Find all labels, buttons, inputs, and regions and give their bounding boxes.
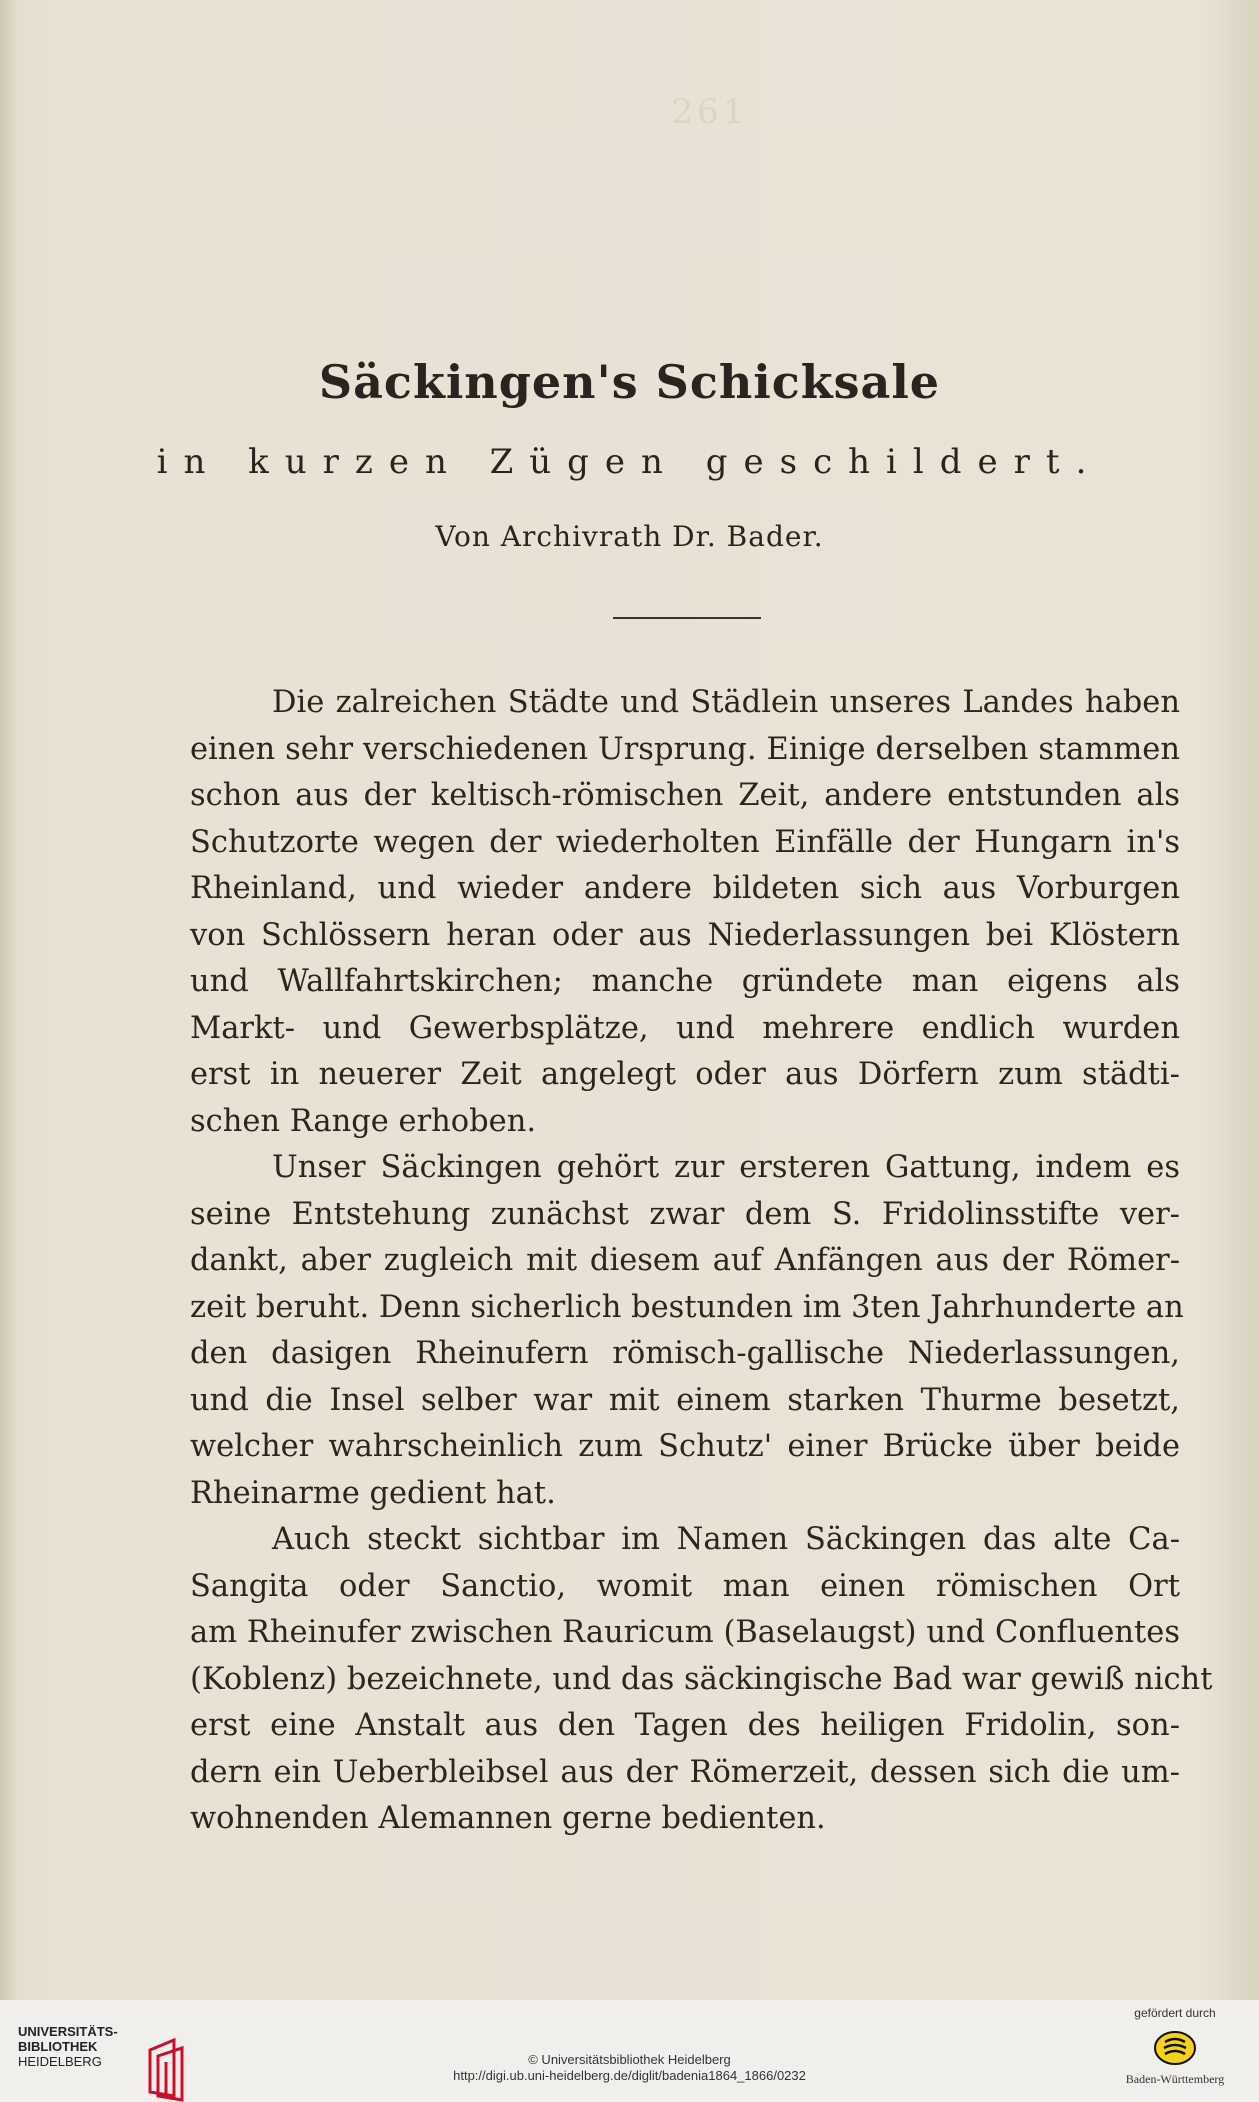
text-line: von Schlössern heran oder aus Niederlassungen bei Klöstern [190, 917, 1180, 953]
text-line: dern ein Ueberbleibsel aus der Römerzeit, dessen sich die um- [190, 1754, 1180, 1790]
permalink[interactable]: http://digi.ub.uni-heidelberg.de/diglit/badenia1864_1866/0232 [453, 2068, 806, 2083]
text-line: einen sehr verschiedenen Ursprung. Einige derselben stammen [190, 731, 1180, 767]
body-text [190, 680, 1213, 1843]
text-line: Die zalreichen Städte und Städlein unseres Landes haben [272, 685, 1180, 720]
text-line: zeit beruht. Denn sicherlich bestunden im 3ten Jahrhunderte an [190, 1289, 1184, 1325]
text-line: erst eine Anstalt aus den Tagen des heiligen Fridolin, son- [190, 1708, 1180, 1743]
text-line: Unser Säckingen gehört zur ersteren Gattung, indem es [272, 1150, 1180, 1185]
viewer-footer [0, 2000, 1259, 2091]
text-line: am Rheinufer zwischen Rauricum (Baselaugst) und Confluentes [190, 1615, 1180, 1650]
text-line: welcher wahrscheinlich zum Schutz' einer Brücke über beide [190, 1429, 1180, 1464]
author-line: Von Archivrath Dr. Bader. [435, 520, 824, 553]
text-line: (Koblenz) bezeichnete, und das säckingische Bad war gewiß nicht [190, 1661, 1213, 1697]
text-line: schon aus der keltisch-römischen Zeit, andere entstunden als [190, 778, 1180, 813]
text-line: Markt- und Gewerbsplätze, und mehrere endlich wurden [190, 1010, 1180, 1046]
text-line: wohnenden Alemannen gerne bedienten. [190, 1801, 826, 1836]
text-line: seine Entstehung zunächst zwar dem S. Fridolinsstifte ver- [190, 1196, 1180, 1232]
sponsor-label: gefördert durch [1134, 2006, 1216, 2020]
copyright-notice [0, 2052, 1259, 2084]
text-line: Sangita oder Sanctio, womit man einen römischen Ort [190, 1568, 1180, 1604]
page-number-bleed: 261 [671, 92, 749, 132]
text-line: und Wallfahrtskirchen; manche gründete man eigens als [190, 964, 1180, 999]
text-line: Rheinland, und wieder andere bildeten sich aus Vorburgen [190, 871, 1180, 906]
text-line: Rheinarme gedient hat. [190, 1475, 556, 1511]
text-line: dankt, aber zugleich mit diesem auf Anfängen aus der Römer- [190, 1243, 1180, 1278]
sponsor-block[interactable] [1100, 2006, 1250, 2087]
title-divider [613, 617, 761, 619]
sponsor-name: Baden-Württemberg [1125, 2072, 1225, 2086]
text-line: Schutzorte wegen der wiederholten Einfälle der Hungarn in's [190, 824, 1180, 860]
logo-text-line: HEIDELBERG [18, 2054, 102, 2069]
logo-text-line: UNIVERSITÄTS- [18, 2024, 118, 2039]
text-line: Auch steckt sichtbar im Namen Säckingen das alte Ca- [272, 1522, 1180, 1557]
page-title: Säckingen's Schicksale [318, 355, 941, 409]
copyright-text: © Universitätsbibliothek Heidelberg [528, 2052, 731, 2067]
logo-text-line: BIBLIOTHEK [18, 2039, 98, 2054]
text-line: den dasigen Rheinufern römisch-gallische Niederlassungen, [190, 1336, 1180, 1371]
text-line: und die Insel selber war mit einem starken Thurme besetzt, [190, 1382, 1180, 1418]
state-crest-icon [1150, 2028, 1200, 2068]
text-line: schen Range erhoben. [190, 1103, 537, 1139]
text-line: erst in neuerer Zeit angelegt oder aus Dörfern zum städti- [190, 1057, 1180, 1092]
page-subtitle: in kurzen Zügen geschildert. [156, 442, 1103, 482]
